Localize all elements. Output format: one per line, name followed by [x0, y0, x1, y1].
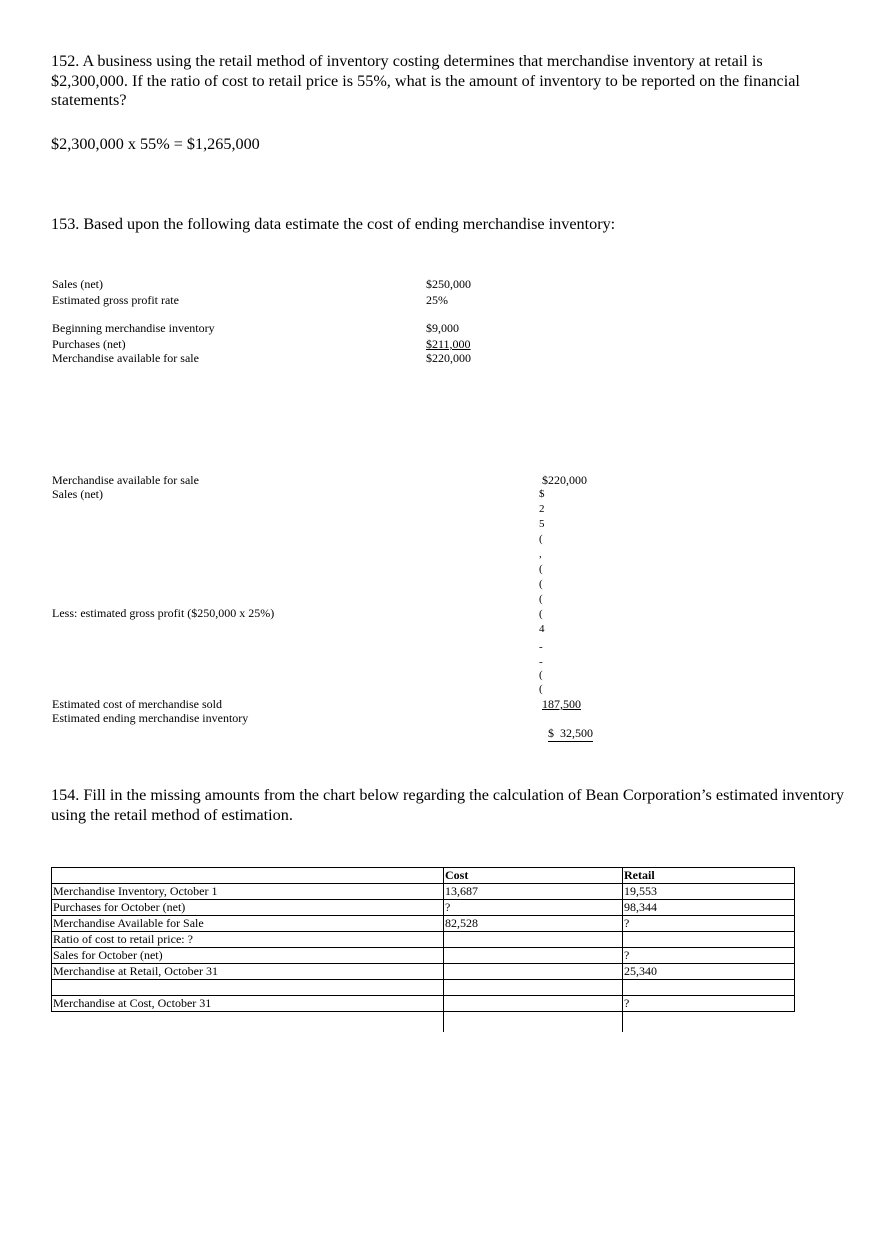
header-blank	[52, 868, 444, 884]
row-cost: 13,687	[444, 884, 623, 900]
data-label-gross-profit-rate: Estimated gross profit rate	[52, 293, 179, 307]
row-label: Merchandise at Retail, October 31	[52, 964, 444, 980]
row-retail	[623, 980, 795, 996]
clipped-glyph: (	[539, 578, 543, 590]
data-value-purchases: $211,000	[426, 337, 471, 351]
question-153-text: 153. Based upon the following data estimate the cost of ending merchandise inventory:	[51, 215, 616, 233]
data-label-purchases: Purchases (net)	[52, 337, 126, 351]
bean-corporation-table	[51, 867, 795, 1032]
table-row	[52, 884, 795, 900]
table-row	[52, 916, 795, 932]
data-value-sales: $250,000	[426, 277, 471, 291]
solution-label-sales: Sales (net)	[52, 487, 103, 501]
clipped-glyph: 4	[539, 623, 545, 635]
row-cost	[444, 948, 623, 964]
question-152-text: 152. A business using the retail method of inventory costing determines that merchandise inventory at retail is $2,300,000. If the ratio of cost to retail price is 55%, what is the amount of inventory to be reported on the financial statements?	[51, 52, 800, 109]
table-row	[52, 900, 795, 916]
clipped-glyph: -	[539, 656, 543, 668]
row-cost	[444, 964, 623, 980]
ending-inventory-amount: $ 32,500	[548, 726, 593, 740]
data-value-beginning-inventory: $9,000	[426, 321, 459, 335]
row-label: Sales for October (net)	[52, 948, 444, 964]
data-value-available-for-sale: $220,000	[426, 351, 471, 365]
row-cost	[444, 932, 623, 948]
row-retail: 19,553	[623, 884, 795, 900]
solution-label-gross-profit: Less: estimated gross profit ($250,000 x 25%)	[52, 606, 275, 620]
row-label: Ratio of cost to retail price: ?	[52, 932, 444, 948]
clipped-glyph: (	[539, 608, 543, 620]
solution-label-available-for-sale: Merchandise available for sale	[52, 473, 199, 487]
solution-value-cost-sold: 187,500	[542, 697, 581, 711]
table-trailing-row	[52, 1012, 795, 1033]
trailing-cell	[52, 1012, 444, 1033]
row-cost: ?	[444, 900, 623, 916]
solution-label-ending-inventory: Estimated ending merchandise inventory	[52, 711, 249, 725]
header-cost: Cost	[444, 868, 623, 884]
clipped-glyph: 2	[539, 503, 545, 515]
clipped-glyph: ,	[539, 548, 542, 560]
table-header-row	[52, 868, 795, 884]
row-cost	[444, 980, 623, 996]
clipped-glyph: (	[539, 563, 543, 575]
row-cost	[444, 996, 623, 1012]
solution-value-ending-inventory	[542, 711, 593, 742]
table-row	[52, 980, 795, 996]
row-label: Merchandise Available for Sale	[52, 916, 444, 932]
data-value-gross-profit-rate: 25%	[426, 293, 448, 307]
row-cost: 82,528	[444, 916, 623, 932]
clipped-glyph: 5	[539, 518, 545, 530]
trailing-cell	[444, 1012, 623, 1033]
data-label-beginning-inventory: Beginning merchandise inventory	[52, 321, 215, 335]
solution-value-available-for-sale: $220,000	[542, 473, 587, 487]
clipped-glyph: (	[539, 533, 543, 545]
question-152-answer: $2,300,000 x 55% = $1,265,000	[51, 135, 260, 153]
data-label-sales: Sales (net)	[52, 277, 103, 291]
row-label	[52, 980, 444, 996]
row-label: Merchandise Inventory, October 1	[52, 884, 444, 900]
row-retail	[623, 932, 795, 948]
row-label: Purchases for October (net)	[52, 900, 444, 916]
row-retail: ?	[623, 948, 795, 964]
clipped-glyph: (	[539, 683, 543, 695]
table-row	[52, 996, 795, 1012]
row-retail: ?	[623, 996, 795, 1012]
table-row	[52, 948, 795, 964]
table-row	[52, 932, 795, 948]
row-retail: ?	[623, 916, 795, 932]
clipped-glyph: (	[539, 669, 543, 681]
row-retail: 25,340	[623, 964, 795, 980]
data-label-available-for-sale: Merchandise available for sale	[52, 351, 199, 365]
question-154-text: 154. Fill in the missing amounts from the chart below regarding the calculation of Bean Corporation’s estimated inventory using the retail method of estimation.	[51, 786, 845, 824]
trailing-cell	[623, 1012, 795, 1033]
row-label: Merchandise at Cost, October 31	[52, 996, 444, 1012]
clipped-glyph: (	[539, 593, 543, 605]
table-row	[52, 964, 795, 980]
row-retail: 98,344	[623, 900, 795, 916]
header-retail: Retail	[623, 868, 795, 884]
clipped-glyph: -	[539, 641, 543, 653]
solution-label-cost-sold: Estimated cost of merchandise sold	[52, 697, 222, 711]
clipped-glyph: $	[539, 488, 545, 500]
